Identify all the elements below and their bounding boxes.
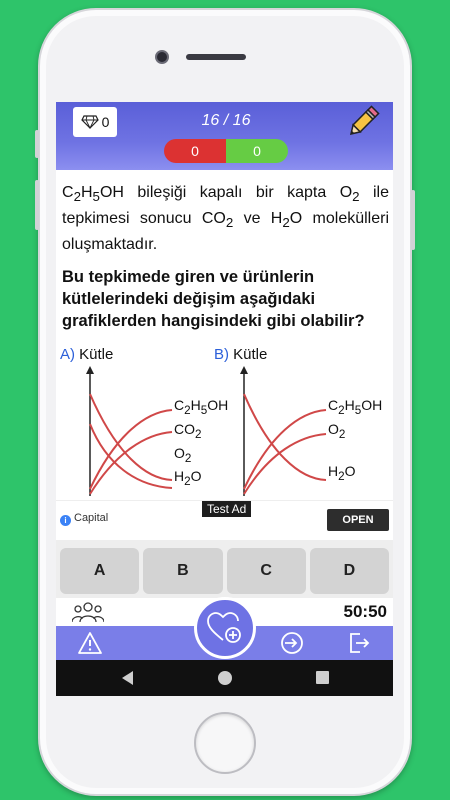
graph-a-curve-h2o — [90, 432, 172, 494]
answer-options — [56, 540, 393, 598]
graph-a-label-o2: $O_2$ — [174, 444, 192, 465]
gem-score[interactable] — [73, 107, 117, 137]
question-text: $C_2H_5OH$ bileşiği kapalı bir kapta $O_2$ ile tepkimesi sonucu $CO_2$ ve $H_2O$ molekülleri oluşmaktadır. — [62, 184, 390, 254]
question-prompt: Bu tepkimede giren ve ürünlerin kütlelerindeki değişim aşağıdaki grafiklerden hangisindeki gibi olabilir? — [62, 268, 365, 331]
option-b-button[interactable]: B — [143, 548, 222, 594]
graph-b-axis-label: Kütle — [233, 346, 268, 363]
ad-banner[interactable] — [56, 500, 393, 540]
heart-plus-icon — [207, 612, 243, 644]
audience-icon[interactable] — [72, 600, 104, 624]
ad-advertiser: Capital — [74, 512, 109, 524]
warning-icon[interactable] — [78, 631, 102, 655]
graph-a-letter: A) — [60, 346, 75, 363]
earpiece-speaker — [186, 54, 246, 60]
graph-a-labels — [174, 396, 228, 491]
question-counter: 16 / 16 — [201, 112, 251, 129]
answer-tally — [164, 139, 288, 163]
gem-score-value: 0 — [101, 114, 110, 130]
phone-side-button — [35, 130, 39, 158]
graph-b-labels — [328, 396, 382, 485]
back-icon[interactable] — [122, 671, 133, 685]
graph-a-label-co2: $CO_2$ — [174, 420, 202, 441]
option-a-button[interactable]: A — [60, 548, 139, 594]
phone-home-button[interactable] — [194, 712, 256, 774]
graph-b-letter: B) — [214, 346, 229, 363]
android-nav-bar — [56, 660, 393, 696]
wrong-count: 0 — [164, 139, 226, 163]
ad-badge: Test Ad — [202, 501, 251, 517]
graph-a-axis-label: Kütle — [79, 346, 114, 363]
quiz-header — [56, 102, 393, 170]
pencil-icon[interactable] — [346, 104, 380, 140]
home-icon[interactable] — [218, 671, 232, 685]
graph-a-label-c2h5oh: $C_2H_5OH$ — [174, 397, 229, 417]
recent-apps-icon[interactable] — [316, 671, 329, 684]
phone-side-button — [411, 190, 415, 250]
option-c-button[interactable]: C — [227, 548, 306, 594]
graph-a-arrow — [86, 366, 94, 374]
countdown-timer: 50:50 — [343, 602, 387, 621]
option-d-button[interactable]: D — [310, 548, 389, 594]
phone-side-button — [35, 180, 39, 230]
question-area — [56, 170, 393, 500]
right-count: 0 — [226, 139, 288, 163]
app-screen — [56, 102, 393, 696]
graph-a-label-h2o: $H_2O$ — [174, 468, 202, 489]
exit-icon[interactable] — [346, 631, 370, 655]
graph-b-header — [214, 346, 267, 363]
graph-a-header — [60, 346, 113, 363]
ad-open-button[interactable]: OPEN — [327, 509, 389, 531]
graph-b-label-o2: $O_2$ — [328, 420, 346, 441]
info-icon[interactable]: i — [60, 515, 71, 526]
front-camera — [155, 50, 169, 64]
graph-b-label-h2o: $H_2O$ — [328, 462, 356, 483]
add-heart-button[interactable] — [194, 597, 256, 659]
graph-b-label-c2h5oh: $C_2H_5OH$ — [328, 397, 383, 417]
enter-icon[interactable] — [280, 631, 304, 655]
diamond-icon — [81, 115, 99, 129]
graph-b-arrow — [240, 366, 248, 374]
